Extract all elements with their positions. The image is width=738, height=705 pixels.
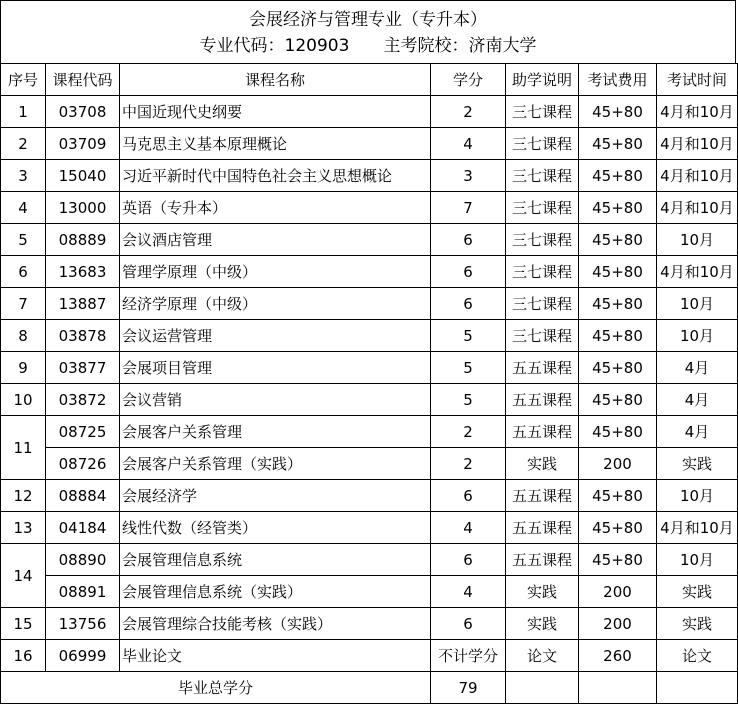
exam-fee: 45+80 bbox=[579, 352, 657, 384]
course-credit: 5 bbox=[431, 384, 506, 416]
course-credit: 5 bbox=[431, 352, 506, 384]
exam-time: 4月和10月 bbox=[657, 512, 738, 544]
course-credit: 4 bbox=[431, 128, 506, 160]
total-label: 毕业总学分 bbox=[1, 672, 431, 704]
seq-cell: 11 bbox=[1, 416, 46, 480]
course-credit: 7 bbox=[431, 192, 506, 224]
study-note: 三七课程 bbox=[506, 224, 579, 256]
exam-fee: 45+80 bbox=[579, 192, 657, 224]
course-code: 13756 bbox=[46, 608, 120, 640]
study-note: 实践 bbox=[506, 608, 579, 640]
seq-cell: 3 bbox=[1, 160, 46, 192]
exam-time: 10月 bbox=[657, 480, 738, 512]
study-note: 三七课程 bbox=[506, 96, 579, 128]
seq-cell: 9 bbox=[1, 352, 46, 384]
course-name: 线性代数（经管类） bbox=[120, 512, 431, 544]
exam-fee: 260 bbox=[579, 640, 657, 672]
exam-fee: 45+80 bbox=[579, 480, 657, 512]
title-box bbox=[0, 0, 736, 64]
course-code: 08889 bbox=[46, 224, 120, 256]
exam-fee: 45+80 bbox=[579, 256, 657, 288]
course-name: 会议运营管理 bbox=[120, 320, 431, 352]
course-code: 13683 bbox=[46, 256, 120, 288]
course-credit: 6 bbox=[431, 608, 506, 640]
header-credit: 学分 bbox=[431, 64, 506, 96]
exam-time: 10月 bbox=[657, 288, 738, 320]
course-name: 会展管理信息系统 bbox=[120, 544, 431, 576]
course-credit: 6 bbox=[431, 480, 506, 512]
study-note: 五五课程 bbox=[506, 352, 579, 384]
study-note: 五五课程 bbox=[506, 416, 579, 448]
table-row bbox=[1, 192, 738, 224]
course-code: 08890 bbox=[46, 544, 120, 576]
seq-cell: 5 bbox=[1, 224, 46, 256]
course-credit: 4 bbox=[431, 576, 506, 608]
seq-cell: 14 bbox=[1, 544, 46, 608]
table-row bbox=[1, 384, 738, 416]
table-row bbox=[1, 544, 738, 576]
exam-school: 主考院校：济南大学 bbox=[383, 36, 537, 56]
study-note: 实践 bbox=[506, 448, 579, 480]
table-row bbox=[1, 160, 738, 192]
course-name: 会展项目管理 bbox=[120, 352, 431, 384]
seq-cell: 2 bbox=[1, 128, 46, 160]
header-no: 序号 bbox=[1, 64, 46, 96]
course-name: 马克思主义基本原理概论 bbox=[120, 128, 431, 160]
page-title: 会展经济与管理专业（专升本） bbox=[249, 10, 487, 30]
study-note: 论文 bbox=[506, 640, 579, 672]
study-note: 三七课程 bbox=[506, 128, 579, 160]
exam-time: 10月 bbox=[657, 224, 738, 256]
exam-fee: 45+80 bbox=[579, 288, 657, 320]
course-code: 13887 bbox=[46, 288, 120, 320]
course-code: 13000 bbox=[46, 192, 120, 224]
course-credit: 6 bbox=[431, 288, 506, 320]
table-row bbox=[1, 480, 738, 512]
course-name: 会议营销 bbox=[120, 384, 431, 416]
exam-time: 4月 bbox=[657, 416, 738, 448]
course-name: 会展客户关系管理 bbox=[120, 416, 431, 448]
course-name: 会议酒店管理 bbox=[120, 224, 431, 256]
subtitle-line bbox=[1, 35, 735, 57]
total-credits: 79 bbox=[431, 672, 506, 704]
exam-time: 4月 bbox=[657, 384, 738, 416]
course-name: 毕业论文 bbox=[120, 640, 431, 672]
course-credit: 2 bbox=[431, 416, 506, 448]
table-row bbox=[1, 448, 738, 480]
total-row bbox=[1, 672, 738, 704]
exam-fee: 45+80 bbox=[579, 384, 657, 416]
table-row bbox=[1, 128, 738, 160]
course-name: 英语（专升本） bbox=[120, 192, 431, 224]
course-credit: 6 bbox=[431, 256, 506, 288]
course-name: 管理学原理（中级） bbox=[120, 256, 431, 288]
study-note: 五五课程 bbox=[506, 544, 579, 576]
course-table bbox=[0, 63, 738, 704]
course-code: 08891 bbox=[46, 576, 120, 608]
study-note: 三七课程 bbox=[506, 192, 579, 224]
course-name: 经济学原理（中级） bbox=[120, 288, 431, 320]
seq-cell: 16 bbox=[1, 640, 46, 672]
header-code: 课程代码 bbox=[46, 64, 120, 96]
header-fee: 考试费用 bbox=[579, 64, 657, 96]
empty-cell bbox=[657, 672, 738, 704]
course-name: 习近平新时代中国特色社会主义思想概论 bbox=[120, 160, 431, 192]
table-body bbox=[1, 96, 738, 672]
study-note: 三七课程 bbox=[506, 288, 579, 320]
exam-time: 4月 bbox=[657, 352, 738, 384]
table-row bbox=[1, 608, 738, 640]
table-row bbox=[1, 320, 738, 352]
course-code: 03708 bbox=[46, 96, 120, 128]
course-code: 04184 bbox=[46, 512, 120, 544]
exam-time: 4月和10月 bbox=[657, 128, 738, 160]
course-credit: 2 bbox=[431, 448, 506, 480]
exam-fee: 45+80 bbox=[579, 160, 657, 192]
exam-fee: 45+80 bbox=[579, 128, 657, 160]
table-row bbox=[1, 96, 738, 128]
exam-time: 4月和10月 bbox=[657, 256, 738, 288]
seq-cell: 8 bbox=[1, 320, 46, 352]
exam-time: 实践 bbox=[657, 576, 738, 608]
seq-cell: 6 bbox=[1, 256, 46, 288]
exam-fee: 45+80 bbox=[579, 224, 657, 256]
table-row bbox=[1, 224, 738, 256]
course-credit: 3 bbox=[431, 160, 506, 192]
table-row bbox=[1, 416, 738, 448]
course-code: 08725 bbox=[46, 416, 120, 448]
exam-time: 4月和10月 bbox=[657, 160, 738, 192]
header-time: 考试时间 bbox=[657, 64, 738, 96]
course-credit: 2 bbox=[431, 96, 506, 128]
course-code: 06999 bbox=[46, 640, 120, 672]
study-note: 五五课程 bbox=[506, 480, 579, 512]
study-note: 三七课程 bbox=[506, 256, 579, 288]
header-name: 课程名称 bbox=[120, 64, 431, 96]
course-name: 中国近现代史纲要 bbox=[120, 96, 431, 128]
exam-fee: 45+80 bbox=[579, 544, 657, 576]
study-note: 五五课程 bbox=[506, 384, 579, 416]
empty-cell bbox=[506, 672, 579, 704]
course-code: 03878 bbox=[46, 320, 120, 352]
table-row bbox=[1, 288, 738, 320]
exam-fee: 45+80 bbox=[579, 416, 657, 448]
course-credit: 4 bbox=[431, 512, 506, 544]
exam-time: 实践 bbox=[657, 608, 738, 640]
seq-cell: 1 bbox=[1, 96, 46, 128]
exam-fee: 200 bbox=[579, 448, 657, 480]
course-name: 会展管理综合技能考核（实践） bbox=[120, 608, 431, 640]
table-row bbox=[1, 512, 738, 544]
study-note: 三七课程 bbox=[506, 320, 579, 352]
exam-fee: 45+80 bbox=[579, 320, 657, 352]
course-name: 会展管理信息系统（实践） bbox=[120, 576, 431, 608]
exam-time: 10月 bbox=[657, 544, 738, 576]
seq-cell: 13 bbox=[1, 512, 46, 544]
header-note: 助学说明 bbox=[506, 64, 579, 96]
seq-cell: 7 bbox=[1, 288, 46, 320]
table-row bbox=[1, 576, 738, 608]
exam-fee: 45+80 bbox=[579, 96, 657, 128]
seq-cell: 12 bbox=[1, 480, 46, 512]
course-code: 03877 bbox=[46, 352, 120, 384]
major-code: 专业代码：120903 bbox=[199, 36, 350, 56]
course-code: 03709 bbox=[46, 128, 120, 160]
seq-cell: 15 bbox=[1, 608, 46, 640]
study-note: 三七课程 bbox=[506, 160, 579, 192]
exam-time: 实践 bbox=[657, 448, 738, 480]
study-note: 五五课程 bbox=[506, 512, 579, 544]
exam-fee: 200 bbox=[579, 576, 657, 608]
empty-cell bbox=[579, 672, 657, 704]
course-code: 15040 bbox=[46, 160, 120, 192]
exam-time: 10月 bbox=[657, 320, 738, 352]
course-code: 03872 bbox=[46, 384, 120, 416]
course-name: 会展客户关系管理（实践） bbox=[120, 448, 431, 480]
table-row bbox=[1, 640, 738, 672]
course-name: 会展经济学 bbox=[120, 480, 431, 512]
seq-cell: 4 bbox=[1, 192, 46, 224]
seq-cell: 10 bbox=[1, 384, 46, 416]
exam-time: 4月和10月 bbox=[657, 192, 738, 224]
table-header-row bbox=[1, 64, 738, 96]
study-note: 实践 bbox=[506, 576, 579, 608]
course-credit: 6 bbox=[431, 224, 506, 256]
exam-time: 4月和10月 bbox=[657, 96, 738, 128]
course-credit: 不计学分 bbox=[431, 640, 506, 672]
course-credit: 5 bbox=[431, 320, 506, 352]
course-credit: 6 bbox=[431, 544, 506, 576]
exam-fee: 45+80 bbox=[579, 512, 657, 544]
course-code: 08884 bbox=[46, 480, 120, 512]
table-row bbox=[1, 256, 738, 288]
course-code: 08726 bbox=[46, 448, 120, 480]
table-row bbox=[1, 352, 738, 384]
exam-time: 论文 bbox=[657, 640, 738, 672]
exam-fee: 200 bbox=[579, 608, 657, 640]
